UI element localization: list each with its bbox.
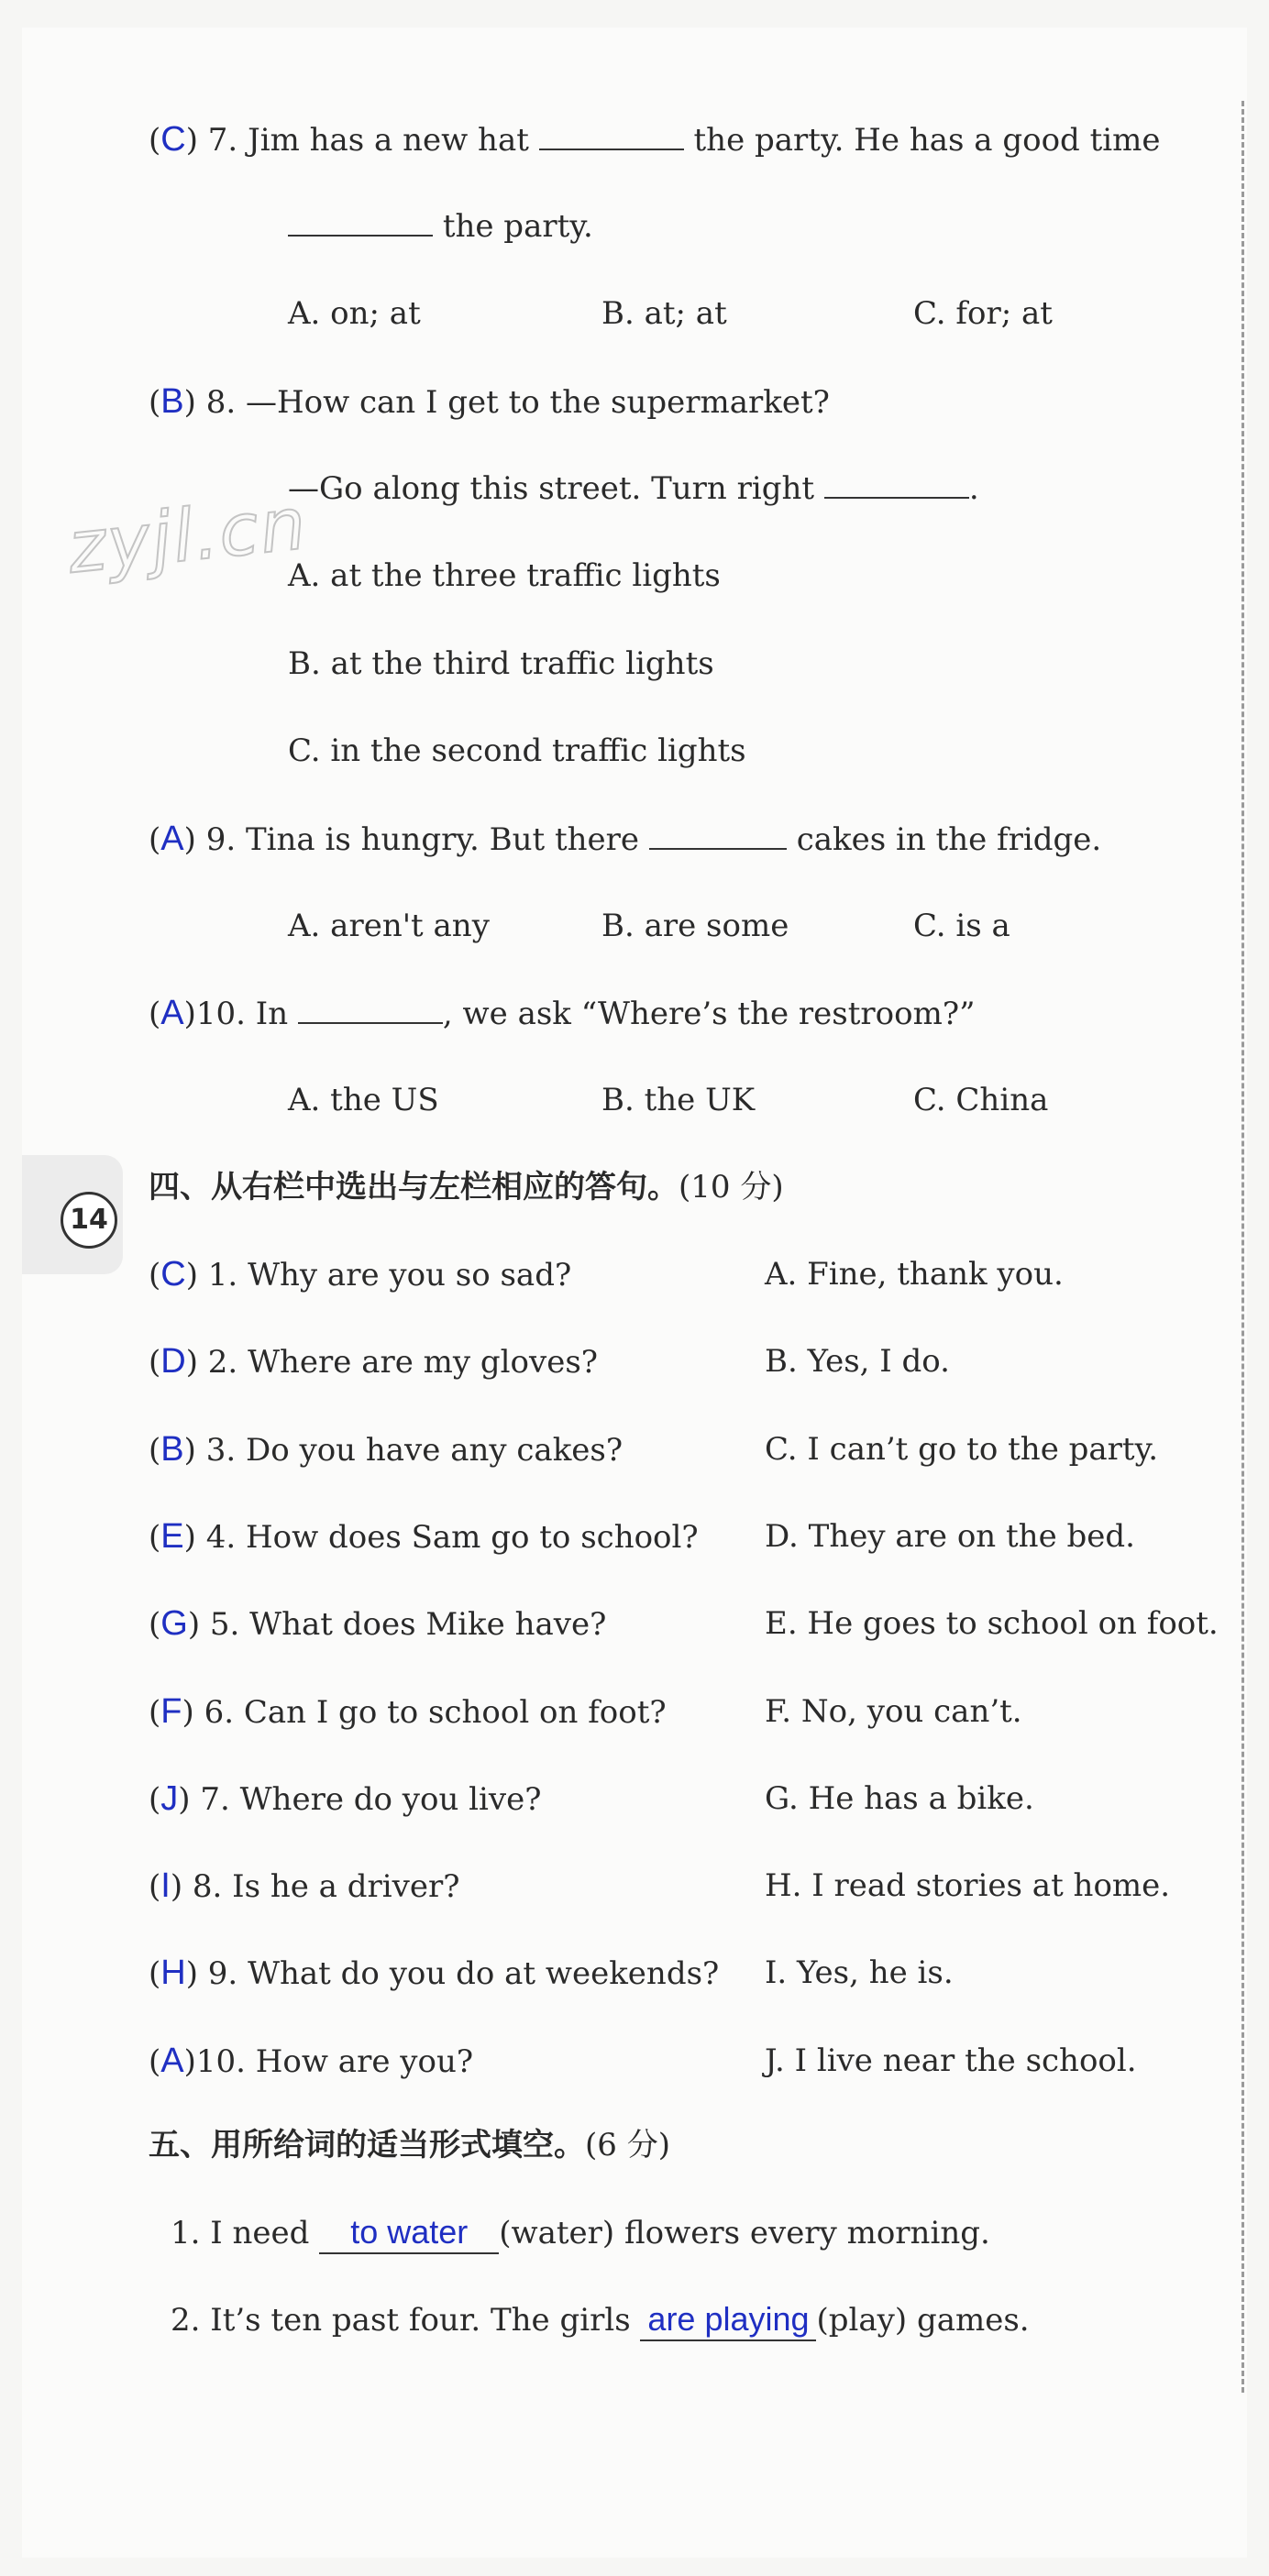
- page-number: 14: [61, 1192, 117, 1249]
- right-answer: G. He has a bike.: [765, 1780, 1034, 1817]
- item-number: 1.: [171, 2215, 201, 2251]
- item-number: 1.: [207, 1257, 238, 1294]
- question-number: 9.: [205, 821, 237, 858]
- left-question: What do you do at weekends?: [248, 1955, 720, 1992]
- item-number: 2.: [207, 1344, 238, 1381]
- option-c: C. in the second traffic lights: [288, 732, 746, 769]
- right-answer: J. I live near the school.: [765, 2042, 1137, 2079]
- matching-row: (F) 6. Can I go to school on foot?: [149, 1692, 667, 1731]
- item-number: 5.: [209, 1606, 240, 1643]
- question-stem: the party.: [442, 208, 593, 245]
- question-stem: cakes in the fridge.: [796, 821, 1102, 858]
- option-a: A. on; at: [288, 295, 421, 332]
- watermark-text: zyjl.cn: [64, 482, 312, 590]
- question-7: (C) 7. Jim has a new hat the party. He has a good time: [149, 120, 1161, 159]
- answer-letter: I: [160, 1866, 171, 1905]
- right-answer: A. Fine, thank you.: [765, 1256, 1064, 1293]
- right-answer: I. Yes, he is.: [765, 1954, 954, 1991]
- question-stem: the party. He has a good time: [693, 122, 1161, 159]
- left-question: Is he a driver?: [232, 1868, 460, 1905]
- right-answer: F. No, you can’t.: [765, 1693, 1022, 1730]
- item-number: 7.: [200, 1781, 230, 1818]
- item-number: 4.: [205, 1519, 237, 1556]
- blank-line: [824, 469, 969, 499]
- section-score: (6 分): [585, 2127, 670, 2163]
- option-b: B. are some: [601, 908, 789, 944]
- blank-line: [298, 995, 443, 1024]
- option-a: A. the US: [288, 1082, 439, 1118]
- question-10: (A)10. In , we ask “Where’s the restroom?”: [149, 994, 976, 1032]
- binding-line: [1241, 101, 1244, 2393]
- question-stem: Jim has a new hat: [248, 122, 529, 159]
- question-number: 7.: [207, 122, 238, 159]
- answer-letter: G: [160, 1604, 188, 1643]
- item-number: 6.: [204, 1694, 235, 1731]
- option-c: C. for; at: [913, 295, 1053, 332]
- item-text: It’s ten past four. The girls: [210, 2302, 631, 2339]
- item-text: I need: [210, 2215, 310, 2251]
- question-number: 10.: [195, 996, 246, 1032]
- option-a: A. aren't any: [288, 908, 490, 944]
- left-question: What does Mike have?: [249, 1606, 607, 1643]
- fill-item-2: [171, 2299, 1030, 2341]
- matching-row: (J) 7. Where do you live?: [149, 1779, 542, 1818]
- question-stem: In: [255, 996, 289, 1032]
- matching-row: (E) 4. How does Sam go to school?: [149, 1517, 699, 1556]
- question-7-cont: [288, 206, 593, 247]
- question-9: (A) 9. Tina is hungry. But there cakes in the fridge.: [149, 820, 1102, 858]
- answer-letter: B: [160, 1430, 184, 1469]
- matching-row: (C) 1. Why are you so sad?: [149, 1255, 572, 1294]
- section-4-heading: [149, 1167, 784, 1207]
- answer-letter: A: [160, 994, 184, 1032]
- section-5-heading: [149, 2125, 670, 2165]
- answer-letter: D: [160, 1342, 186, 1381]
- answer-letter: C: [160, 120, 186, 159]
- filled-answer: to water: [319, 2212, 499, 2254]
- left-question: Where are my gloves?: [248, 1344, 599, 1381]
- matching-row: (H) 9. What do you do at weekends?: [149, 1954, 720, 1992]
- option-b: B. the UK: [601, 1082, 756, 1118]
- left-question: Do you have any cakes?: [245, 1432, 623, 1469]
- right-answer: D. They are on the bed.: [765, 1518, 1135, 1555]
- item-number: 3.: [205, 1432, 237, 1469]
- left-question: How does Sam go to school?: [245, 1519, 699, 1556]
- question-8-reply: [288, 468, 979, 509]
- question-stem: —How can I get to the supermarket?: [245, 384, 830, 421]
- answer-letter: A: [160, 2042, 184, 2080]
- option-b: B. at the third traffic lights: [288, 645, 714, 682]
- matching-row: (I) 8. Is he a driver?: [149, 1866, 460, 1905]
- matching-row: (B) 3. Do you have any cakes?: [149, 1430, 623, 1469]
- blank-line: [539, 121, 684, 150]
- right-answer: C. I can’t go to the party.: [765, 1431, 1159, 1468]
- answer-letter: J: [160, 1779, 179, 1818]
- blank-line: [288, 207, 433, 237]
- matching-row: (G) 5. What does Mike have?: [149, 1604, 607, 1643]
- answer-letter: C: [160, 1255, 186, 1294]
- right-answer: H. I read stories at home.: [765, 1867, 1171, 1904]
- item-number: 9.: [207, 1955, 238, 1992]
- matching-row: (D) 2. Where are my gloves?: [149, 1342, 599, 1381]
- answer-letter: A: [160, 820, 184, 858]
- question-stem: , we ask “Where’s the restroom?”: [442, 996, 976, 1032]
- option-a: A. at the three traffic lights: [288, 557, 721, 594]
- left-question: Where do you live?: [239, 1781, 542, 1818]
- item-number: 2.: [171, 2302, 201, 2339]
- section-score: (10 分): [679, 1169, 784, 1205]
- answer-letter: F: [160, 1692, 182, 1731]
- option-b: B. at; at: [601, 295, 727, 332]
- left-question: Can I go to school on foot?: [243, 1694, 667, 1731]
- question-8: (B) 8. —How can I get to the supermarket?: [149, 382, 830, 421]
- answer-letter: E: [160, 1517, 184, 1556]
- question-stem: Tina is hungry. But there: [245, 821, 640, 858]
- right-answer: E. He goes to school on foot.: [765, 1605, 1219, 1642]
- item-text: (play) games.: [816, 2302, 1030, 2339]
- answer-letter: H: [160, 1954, 186, 1992]
- left-question: Why are you so sad?: [248, 1257, 572, 1294]
- matching-row: (A)10. How are you?: [149, 2042, 474, 2080]
- fill-item-1: [171, 2212, 990, 2254]
- question-stem: —Go along this street. Turn right: [288, 470, 815, 507]
- question-stem: .: [968, 470, 979, 507]
- filled-answer: are playing: [640, 2299, 816, 2341]
- option-c: C. is a: [913, 908, 1010, 944]
- section-title: 五、用所给词的适当形式填空。: [149, 2127, 585, 2163]
- item-number: 8.: [192, 1868, 223, 1905]
- right-answer: B. Yes, I do.: [765, 1343, 950, 1380]
- option-c: C. China: [913, 1082, 1049, 1118]
- item-number: 10.: [195, 2043, 246, 2080]
- question-number: 8.: [205, 384, 237, 421]
- section-title: 四、从右栏中选出与左栏相应的答句。: [149, 1169, 679, 1205]
- blank-line: [649, 820, 787, 850]
- left-question: How are you?: [255, 2043, 474, 2080]
- answer-letter: B: [160, 382, 184, 421]
- item-text: (water) flowers every morning.: [499, 2215, 990, 2251]
